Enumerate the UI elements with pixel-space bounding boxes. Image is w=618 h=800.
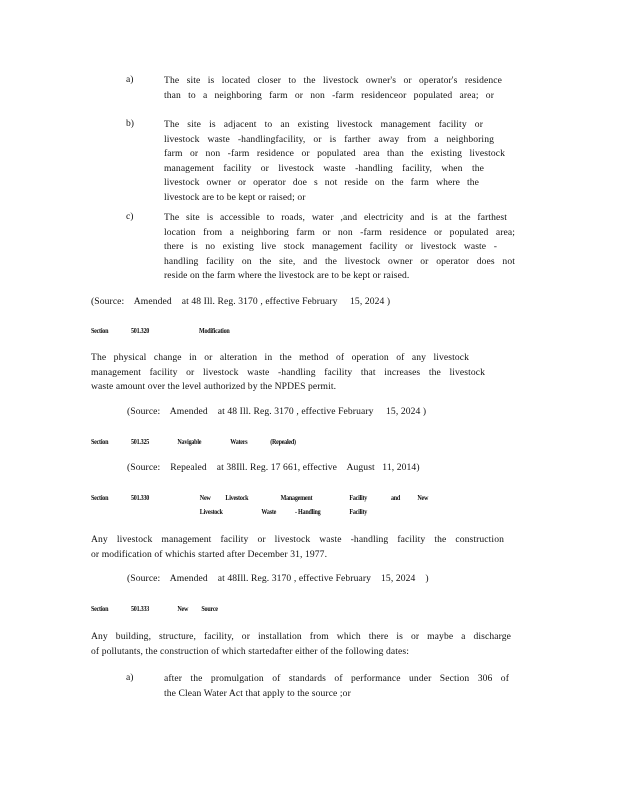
list-item-c bbox=[164, 211, 515, 284]
text-line: Any building, structure, facility, or installation from which there is or maybe a discharge bbox=[91, 631, 511, 642]
section-word: Section bbox=[91, 493, 109, 502]
text-line: The site is accessible to roads, water ,and electricity and is at the farthest bbox=[164, 212, 507, 223]
text-line: after the promulgation of standards of performance under Section 306 of bbox=[164, 673, 509, 684]
section-heading-501-320 bbox=[91, 326, 411, 336]
text-line: there is no existing live stock management facility or livestock waste - bbox=[164, 241, 497, 253]
section-number: 501.330 bbox=[131, 493, 150, 502]
paragraph-501-320 bbox=[91, 351, 485, 395]
paragraph-501-330 bbox=[91, 533, 504, 562]
item-label: a) bbox=[126, 672, 134, 683]
section-title: (Repealed) bbox=[270, 437, 296, 446]
section-heading-501-333 bbox=[91, 604, 411, 614]
text-line: the Clean Water Act that apply to the source ;or bbox=[164, 687, 351, 699]
source-note: (Source: Amended at 48 Ill. Reg. 3170 , effective February 15, 2024 ) bbox=[127, 406, 427, 417]
section-word: Section bbox=[91, 437, 109, 446]
section-title: New bbox=[177, 604, 189, 613]
text-line: The physical change in or alteration in the method of operation of any livestock bbox=[91, 352, 469, 363]
text-line: handling facility on the site, and the livestock owner or operator does not bbox=[164, 255, 515, 267]
text-line: livestock waste -handlingfacility, or is farther away from a neighboring bbox=[164, 133, 494, 145]
text-line: or modification of whichis started after December 31, 1977. bbox=[91, 548, 328, 560]
item-label: a) bbox=[126, 74, 134, 85]
section-heading-501-330 bbox=[91, 493, 475, 517]
text-line: livestock are to be kept or raised; or bbox=[164, 191, 306, 203]
list-item-a bbox=[164, 672, 509, 701]
section-word: Section bbox=[91, 604, 109, 613]
item-label: b) bbox=[126, 118, 134, 129]
section-title: - Handling bbox=[295, 507, 321, 516]
section-title: New bbox=[417, 493, 429, 502]
section-title: and bbox=[391, 493, 401, 502]
text-line: of pollutants, the construction of which startedafter either of the following dates: bbox=[91, 645, 409, 657]
section-title: Facility bbox=[349, 493, 368, 502]
section-title: New bbox=[199, 493, 211, 502]
section-number: 501.320 bbox=[131, 326, 150, 335]
text-line: management facility or livestock waste -handling facility that increases the livestock bbox=[91, 366, 485, 378]
section-number: 501.325 bbox=[131, 437, 150, 446]
section-heading-501-325 bbox=[91, 437, 411, 447]
item-label: c) bbox=[126, 211, 134, 222]
source-note: (Source: Amended at 48 Ill. Reg. 3170 , effective February 15, 2024 ) bbox=[91, 296, 391, 307]
paragraph-501-333 bbox=[91, 630, 511, 659]
section-title: Facility bbox=[349, 507, 368, 516]
section-number: 501.333 bbox=[131, 604, 150, 613]
text-line: management facility or livestock waste -handling facility, when the bbox=[164, 162, 484, 174]
text-line: location from a neighboring farm or non -farm residence or populated area; bbox=[164, 226, 515, 238]
text-line: Any livestock management facility or livestock waste -handling facility the construction bbox=[91, 534, 504, 545]
list-item-b bbox=[164, 118, 505, 206]
section-title: Waters bbox=[230, 437, 248, 446]
source-note: (Source: Repealed at 38Ill. Reg. 17 661, effective August 11, 2014) bbox=[127, 462, 420, 473]
section-title: Navigable bbox=[177, 437, 202, 446]
section-title: Management bbox=[280, 493, 313, 502]
text-line: waste amount over the level authorized by the NPDES permit. bbox=[91, 381, 337, 393]
list-item-a bbox=[164, 74, 502, 103]
text-line: reside on the farm where the livestock are to be kept or raised. bbox=[164, 270, 410, 282]
section-title: Livestock bbox=[225, 493, 249, 502]
source-note: (Source: Amended at 48Ill. Reg. 3170 , effective February 15, 2024 ) bbox=[127, 573, 429, 584]
text-line: The site is adjacent to an existing livestock management facility or bbox=[164, 119, 483, 130]
section-title: Livestock bbox=[199, 507, 223, 516]
text-line: than to a neighboring farm or non -farm residenceor populated area; or bbox=[164, 89, 494, 101]
section-title: Waste bbox=[261, 507, 277, 516]
section-title: Source bbox=[201, 604, 218, 613]
text-line: farm or non -farm residence or populated area than the existing livestock bbox=[164, 148, 505, 160]
text-line: livestock owner or operator doe s not reside on the farm where the bbox=[164, 177, 479, 189]
section-word: Section bbox=[91, 326, 109, 335]
section-title: Modification bbox=[199, 326, 230, 335]
text-line: The site is located closer to the livestock owner's or operator's residence bbox=[164, 75, 502, 86]
